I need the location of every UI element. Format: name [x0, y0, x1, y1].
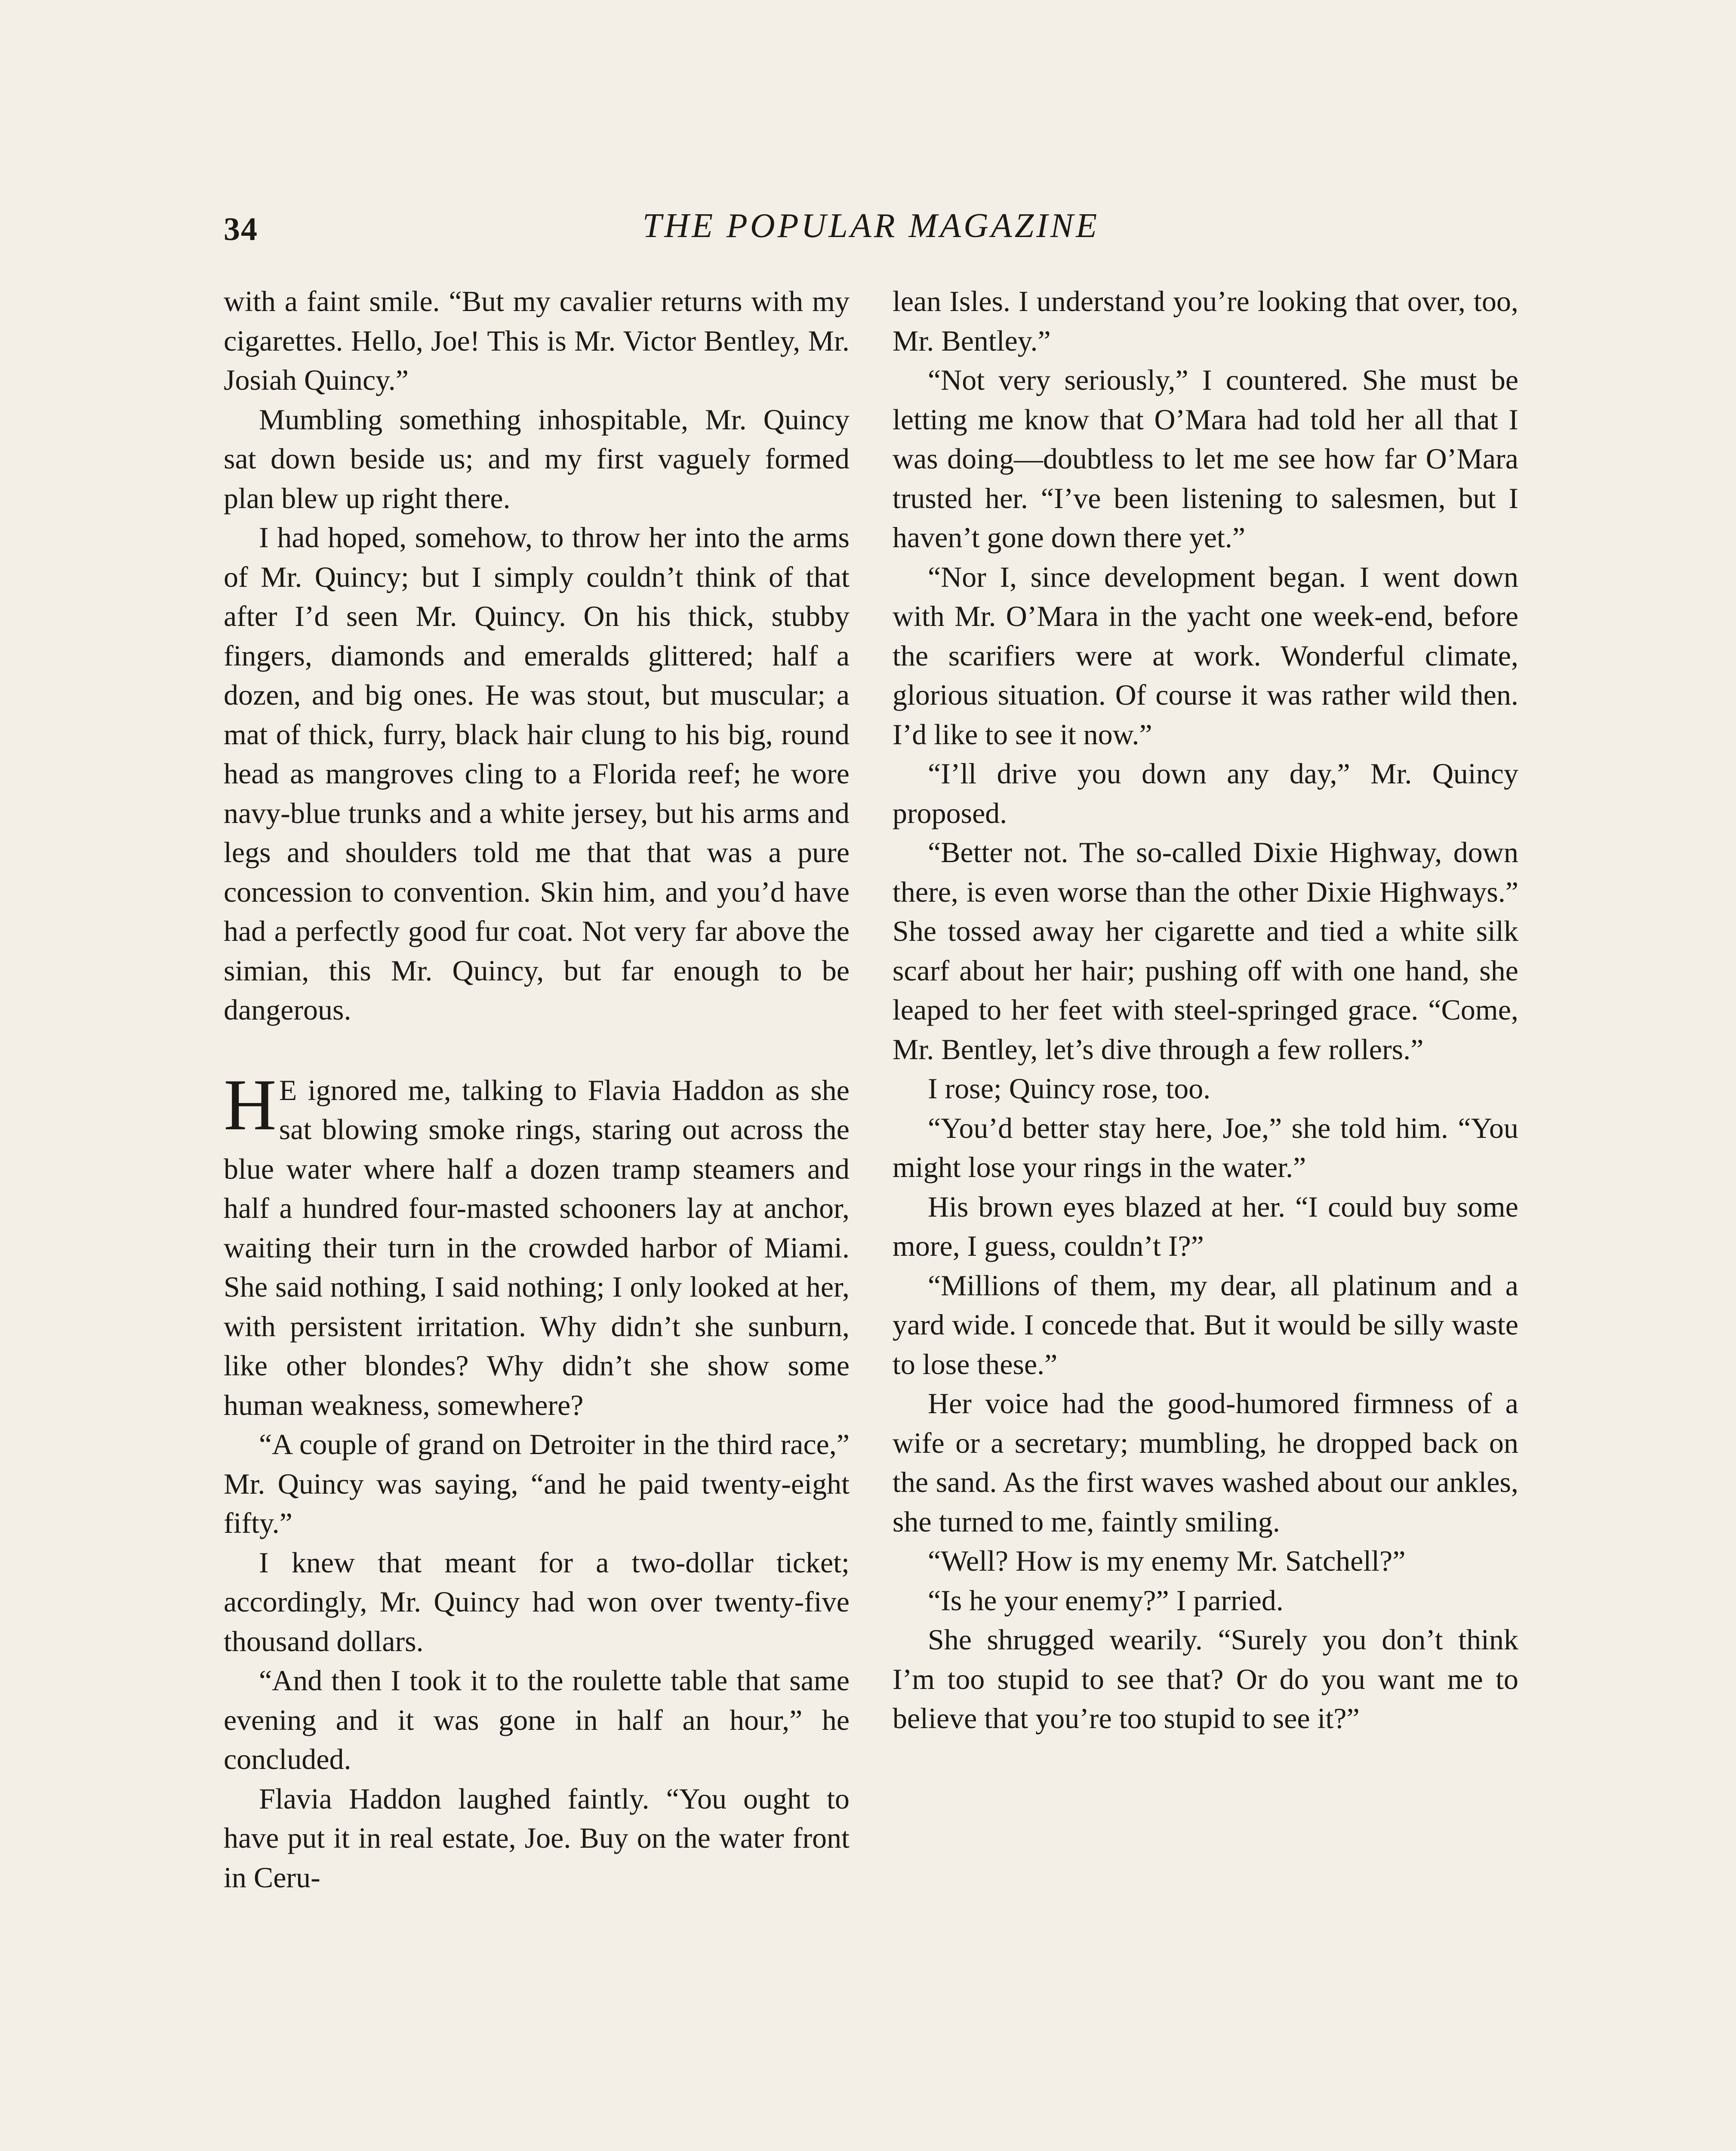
paragraph: His brown eyes blazed at her. “I could buy some more, I guess, couldn’t I?”	[893, 1190, 1518, 1262]
drop-cap: H	[224, 1064, 277, 1145]
paragraph: “Nor I, since development began. I went down with Mr. O’Mara in the yacht one week-end, before the scarifiers were at work. Wonderful climate, glorious situation. Of course it was rather wild then. I’d like to see it now.”	[893, 560, 1518, 751]
paragraph: Mumbling something inhospitable, Mr. Quincy sat down beside us; and my first vaguely formed plan blew up right there.	[224, 403, 850, 515]
right-column	[893, 282, 1518, 1738]
paragraph: with a faint smile. “But my cavalier returns with my cigarettes. Hello, Joe! This is Mr. Victor Bentley, Mr. Josiah Quincy.”	[224, 285, 850, 396]
paragraph: lean Isles. I understand you’re looking that over, too, Mr. Bentley.”	[893, 285, 1518, 357]
paragraph: “A couple of grand on Detroiter in the third race,” Mr. Quincy was saying, “and he paid twenty-eight fifty.”	[224, 1428, 850, 1539]
paragraph: I rose; Quincy rose, too.	[928, 1072, 1211, 1105]
page-number: 34	[224, 211, 258, 247]
paragraph: Flavia Haddon laughed faintly. “You ought to have put it in real estate, Joe. Buy on the water front in Ceru-	[224, 1782, 850, 1894]
page-header	[224, 202, 1518, 258]
running-head: THE POPULAR MAGAZINE	[642, 207, 1100, 245]
paragraph: She shrugged wearily. “Surely you don’t think I’m too stupid to see that? Or do you want me to believe that you’re too stupid to see it?”	[893, 1623, 1518, 1735]
section-start-paragraph	[224, 1064, 850, 1425]
paragraph: “Well? How is my enemy Mr. Satchell?”	[928, 1544, 1406, 1577]
paragraph: I had hoped, somehow, to throw her into the arms of Mr. Quincy; but I simply couldn’t think of that after I’d seen Mr. Quincy. On his thick, stubby fingers, diamonds and emeralds glittered; half a dozen, and big ones. He was stout, but muscular; a mat of thick, furry, black hair clung to his big, round head as mangroves cling to a Florida reef; he wore navy-blue trunks and a white jersey, but his arms and legs and shoulders told me that that was a pure concession to convention. Skin him, and you’d have had a perfectly good fur coat. Not very far above the simian, this Mr. Quincy, but far enough to be dangerous.	[224, 521, 850, 1026]
left-column	[224, 282, 850, 1897]
paragraph-text: E ignored me, talking to Flavia Haddon as she sat blowing smoke rings, staring out across the blue water where half a dozen tramp steamers and half a hundred four-masted schooners lay at anchor, waiting their turn in the crowded harbor of Miami. She said nothing, I said nothing; I only looked at her, with persistent irritation. Why didn’t she sunburn, like other blondes? Why didn’t she show some human weakness, somewhere?	[224, 1073, 850, 1421]
paragraph: “Not very seriously,” I countered. She must be letting me know that O’Mara had told her all that I was doing—doubtless to let me see how far O’Mara trusted her. “I’ve been listening to salesmen, but I haven’t gone down there yet.”	[893, 364, 1518, 554]
paragraph: I knew that meant for a two-dollar ticket; accordingly, Mr. Quincy had won over twenty-five thousand dollars.	[224, 1546, 850, 1658]
paragraph: Her voice had the good-humored firmness of a wife or a secretary; mumbling, he dropped back on the sand. As the first waves washed about our ankles, she turned to me, faintly smiling.	[893, 1387, 1518, 1538]
paragraph: “Millions of them, my dear, all platinum and a yard wide. I concede that. But it would be silly waste to lose these.”	[893, 1269, 1518, 1381]
paragraph: “Is he your enemy?” I parried.	[928, 1584, 1284, 1617]
paragraph: “I’ll drive you down any day,” Mr. Quincy proposed.	[893, 757, 1518, 829]
paragraph: “Better not. The so-called Dixie Highway, down there, is even worse than the other Dixie Highways.” She tossed away her cigarette and tied a white silk scarf about her hair; pushing off with one hand, she leaped to her feet with steel-springed grace. “Come, Mr. Bentley, let’s dive through a few rollers.”	[893, 836, 1518, 1066]
paragraph: “And then I took it to the roulette table that same evening and it was gone in half an hour,” he concluded.	[224, 1664, 850, 1775]
paragraph: “You’d better stay here, Joe,” she told him. “You might lose your rings in the water.”	[893, 1111, 1518, 1183]
